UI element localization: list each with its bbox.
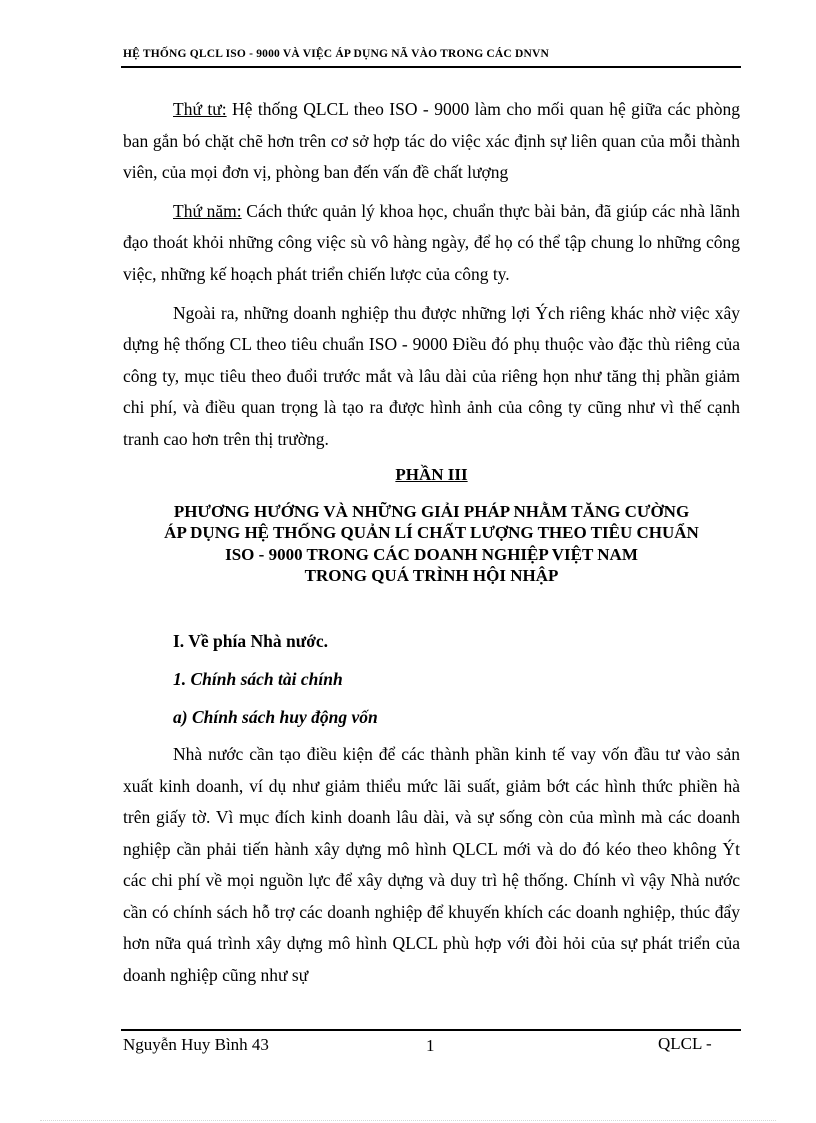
header-rule: [121, 66, 741, 68]
document-body: [123, 94, 740, 999]
subsub-heading: a) Chính sách huy động vốn: [173, 706, 378, 727]
paragraph-lead: Thứ tư:: [173, 99, 227, 119]
paragraph-additional: Ngoài ra, những doanh nghiệp thu được những lợi Ých riêng khác nhờ việc xây dựng hệ thống CL theo tiêu chuẩn ISO - 9000 Điều đó phụ thuộc vào đặc thù riêng của công ty, mục tiêu theo đuổi trước mắt và lâu dài của riêng họn như tăng thị phần giảm chi phí, và điều quan trọng là tạo ra được hình ảnh của công ty cũng như vì thế cạnh tranh cao hơn trên thị trường.: [123, 302, 740, 449]
footer-rule: [121, 1029, 741, 1031]
paragraph-lead: Thứ năm:: [173, 200, 242, 221]
footer-author: Nguyễn Huy Bình 43: [123, 1035, 269, 1054]
paragraph-fourth: [123, 94, 740, 189]
chapter-title: [123, 501, 740, 587]
paragraph-fifth: [123, 196, 740, 291]
chapter-title-line: PHƯƠNG HƯỚNG VÀ NHỮNG GIẢI PHÁP NHẰM TĂNG CƯỜNG: [173, 501, 690, 521]
part-label: PHẦN III: [395, 464, 468, 484]
paragraph-section-body: Nhà nước cần tạo điều kiện để các thành phần kinh tế vay vốn đầu tư vào sản xuất kinh doanh, ví dụ như giảm thiểu mức lãi suất, giảm bớt các hình thức phiền hà trên giấy tờ. Vì mục đích kinh doanh lâu dài, và sự sống còn của mình mà các doanh nghiệp cần phải tiến hành xây dựng mô hình QLCL mới và do đó kéo theo không Ýt các chi phí về mọi nguồn lực để xây dựng và duy trì hệ thống. Chính vì vậy Nhà nước cần có chính sách hỗ trợ các doanh nghiệp để khuyến khích các doanh nghiệp, thúc đẩy hơn nữa quá trình xây dựng mô hình QLCL phù hợp với đòi hỏi của sự phát triển của doanh nghiệp cũng như sự: [123, 743, 740, 986]
paragraph-text: Hệ thống QLCL theo ISO - 9000 làm cho mối quan hệ giữa các phòng ban gắn bó chặt chẽ hơn trên cơ sở hợp tác do việc xác định sự liên quan của mỗi thành viên, của mọi đơn vị, phòng ban đến vấn đề chất lượng: [123, 99, 740, 183]
chapter-title-line: ISO - 9000 TRONG CÁC DOANH NGHIỆP VIỆT NAM: [225, 544, 638, 564]
page-number: 1: [426, 1036, 435, 1055]
sub-heading: 1. Chính sách tài chính: [173, 668, 343, 689]
paragraph-text: Cách thức quản lý khoa học, chuẩn thực bài bản, đã giúp các nhà lãnh đạo thoát khỏi những công việc sù vô hàng ngày, để họ có thể tập chung lo những công việc, những kế hoạch phát triển chiến lược của công ty.: [123, 200, 741, 284]
section-heading: I. Về phía Nhà nước.: [173, 630, 329, 651]
chapter-title-line: ÁP DỤNG HỆ THỐNG QUẢN LÍ CHẤT LƯỢNG THEO TIÊU CHUẨN: [164, 523, 699, 543]
running-header: HỆ THỐNG QLCL ISO - 9000 VÀ VIỆC ÁP DỤNG NÃ VÀO TRONG CÁC DNVN: [123, 48, 550, 60]
page-edge-dotted-line: [40, 1120, 776, 1121]
footer-right-text: QLCL -: [658, 1034, 712, 1053]
chapter-title-line: TRONG QUÁ TRÌNH HỘI NHẬP: [304, 566, 559, 586]
